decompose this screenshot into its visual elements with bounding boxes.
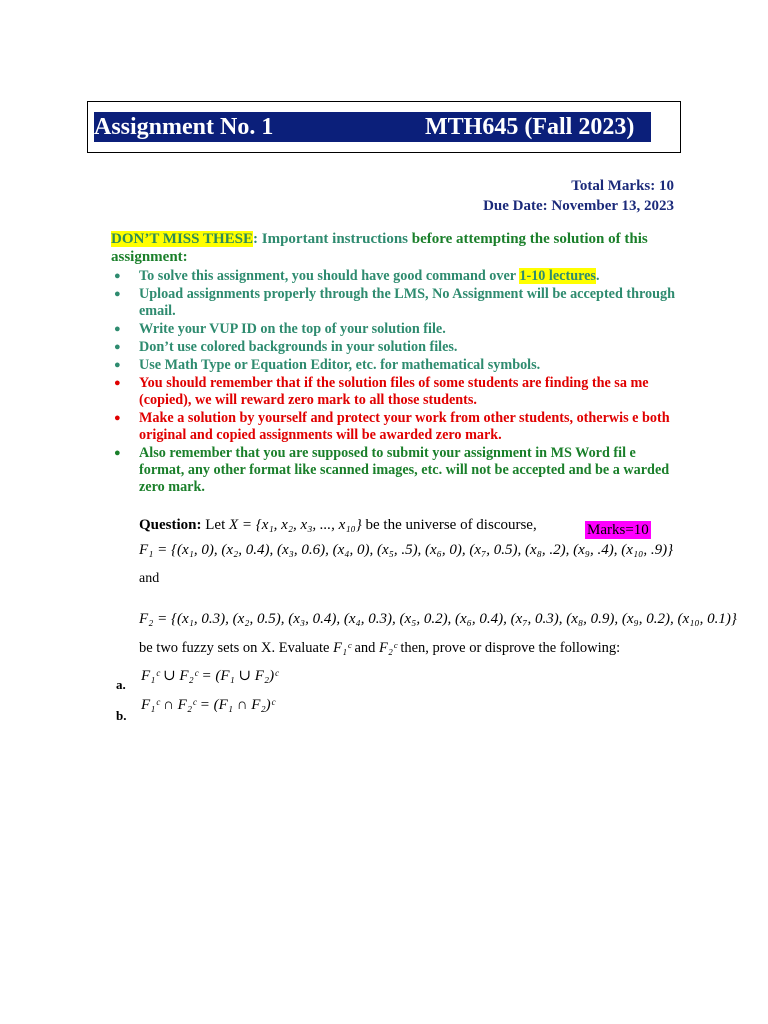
list-item: ● Use Math Type or Equation Editor, etc. for mathematical symbols. (114, 357, 541, 373)
bullet-icon: ● (114, 359, 121, 371)
title-bar (94, 112, 651, 142)
list-item: ● Don’t use colored backgrounds in your solution files. (114, 339, 458, 355)
bullet-icon: ● (114, 341, 121, 353)
list-item: ● Also remember that you are supposed to submit your assignment in MS Word fil e format, any other format like scanned images, etc. will not be accepted and be a warded zero mark. (114, 445, 670, 495)
list-item: ● Make a solution by yourself and protect your work from other students, otherwis e both original and copied assignments will be awarded zero mark. (114, 410, 670, 443)
evaluate-line: be two fuzzy sets on X. Evaluate F₁ᶜ and F₂ᶜ then, prove or disprove the following: (139, 640, 621, 656)
fuzzy-set-f1: F₁ = {(x₁, 0), (x₂, 0.4), (x₃, 0.6), (x₄, 0), (x₅, .5), (x₆, 0), (x₇, 0.5), (x₈, .2), (x₉, .4), (x₁₀, .9)} (139, 542, 674, 558)
due-date: Due Date: November 13, 2023 (483, 198, 674, 214)
question-label: Question: (139, 517, 202, 533)
bullet-icon: ● (114, 270, 121, 282)
assignment-title: Assignment No. 1 (94, 114, 274, 140)
list-item: ● Write your VUP ID on the top of your solution file. (114, 321, 446, 337)
marks-badge: Marks=10 (587, 522, 649, 538)
total-marks: Total Marks: 10 (571, 178, 674, 194)
bullet-icon: ● (114, 447, 121, 459)
list-item: ● Upload assignments properly through the LMS, No Assignment will be accepted through email. (114, 286, 676, 319)
course-title: MTH645 (Fall 2023) (425, 114, 635, 140)
heading-before: before attempting the solution of this assignment: (111, 231, 648, 265)
instructions-heading (111, 230, 681, 266)
bullet-icon: ● (114, 288, 121, 300)
list-item: ● To solve this assignment, you should have good command over 1-10 lectures. (114, 268, 600, 284)
question-line: Question: Let X = {x₁, x₂, x₃, ..., x₁₀} be the universe of discourse, (139, 517, 537, 533)
f1-complement: F₁ᶜ (333, 640, 351, 656)
marks-block (483, 176, 674, 216)
heading-important: Important instructions (261, 231, 412, 247)
part-a-expression: F₁ᶜ ∪ F₂ᶜ = (F₁ ∪ F₂)ᶜ (141, 668, 279, 684)
bullet-icon: ● (114, 377, 121, 389)
part-b-expression: F₁ᶜ ∩ F₂ᶜ = (F₁ ∩ F₂)ᶜ (141, 697, 275, 713)
list-item: ● You should remember that if the solution files of some students are finding the sa me (copied), we will reward zero mark to all those students. (114, 375, 649, 408)
bullet-icon: ● (114, 412, 121, 424)
part-a-label: a. (116, 677, 126, 692)
part-b-label: b. (116, 708, 127, 723)
lectures-highlight: 1-10 lectures (519, 268, 596, 284)
fuzzy-set-f2: F₂ = {(x₁, 0.3), (x₂, 0.5), (x₃, 0.4), (x₄, 0.3), (x₅, 0.2), (x₆, 0.4), (x₇, 0.3), (x₈, 0.9), (x₉, 0.2), (x₁₀, 0.1)} (139, 611, 737, 627)
bullet-icon: ● (114, 323, 121, 335)
and-text: and (139, 571, 160, 586)
dont-miss-highlight: DON’T MISS THESE (111, 231, 253, 247)
universe-text: be the universe of discourse, (365, 517, 537, 533)
f2-complement: F₂ᶜ (379, 640, 397, 656)
heading-colon: : (253, 231, 262, 247)
instructions-list (111, 268, 681, 497)
title-frame (87, 101, 681, 153)
universe-set: X = {x₁, x₂, x₃, ..., x₁₀} (229, 517, 362, 533)
